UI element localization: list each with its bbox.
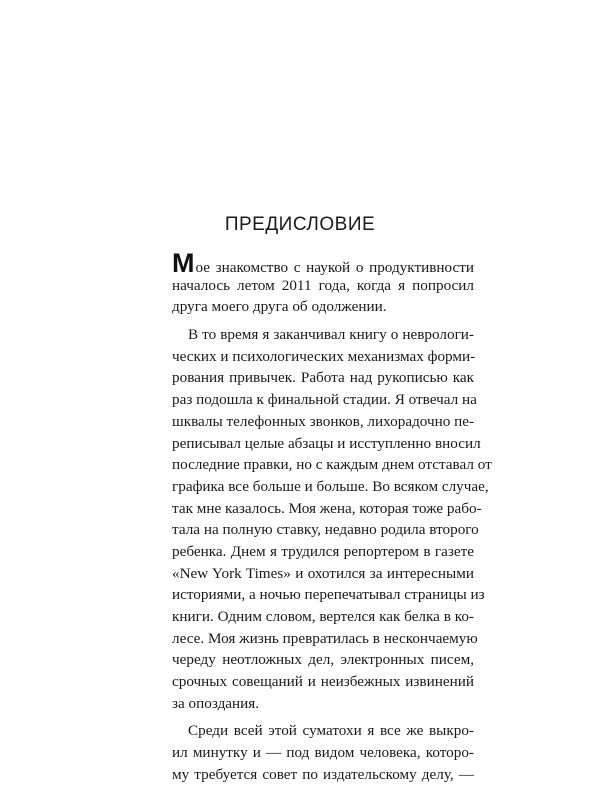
- paragraph-line: так мне казалось. Моя жена, которая тоже рабо-: [172, 499, 482, 517]
- paragraph-1: [172, 248, 474, 318]
- paragraph-line: Среди всей этой суматохи я все же выкро-: [188, 722, 474, 740]
- paragraph-line: срочных совещаний и неизбежных извинений: [172, 673, 474, 691]
- paragraph-line: В то время я заканчивал книгу о неврологи-: [188, 326, 474, 344]
- paragraph-line: последние правки, но с каждым днем отставал от: [172, 456, 492, 474]
- paragraph-line: ил минутку и — под видом человека, которо-: [172, 744, 474, 762]
- paragraph-line: «New York Times» и охотился за интересными: [172, 564, 474, 582]
- paragraph-line: шквалы телефонных звонков, лихорадочно пе-: [172, 412, 475, 430]
- paragraph-line: за опоздания.: [172, 694, 260, 712]
- paragraph-line: лесе. Моя жизнь превратилась в нескончаемую: [172, 629, 478, 647]
- paragraph-3: [172, 720, 474, 785]
- paragraph-line: Мое знакомство с наукой о продуктивности: [172, 248, 474, 278]
- paragraph-line: рования привычек. Работа над рукописью как: [172, 369, 474, 387]
- paragraph-line: ческих и психологических механизмах форми-: [172, 347, 476, 365]
- paragraph-line: череду неотложных дел, электронных писем,: [172, 651, 474, 669]
- paragraph-line: ребенка. Днем я трудился репортером в газете: [172, 542, 474, 560]
- paragraph-line: началось летом 2011 года, когда я попросил: [172, 276, 474, 294]
- paragraph-2: [172, 324, 492, 714]
- paragraph-line: му требуется совет по издательскому делу, —: [172, 765, 474, 783]
- chapter-title: ПРЕДИСЛОВИЕ: [224, 214, 376, 235]
- paragraph-line: друга моего друга об одолжении.: [172, 298, 387, 316]
- paragraph-line: тала на полную ставку, недавно родила второго: [172, 521, 479, 539]
- paragraph-line: реписывал целые абзацы и исступленно вносил: [172, 434, 481, 452]
- paragraph-line: графика все больше и больше. Во всяком случае,: [172, 477, 489, 495]
- paragraph-line: книги. Одним словом, вертелся как белка в ко-: [172, 608, 474, 625]
- paragraph-line: раз подошла к финальной стадии. Я отвечал на: [172, 391, 477, 409]
- drop-cap: М: [172, 248, 195, 278]
- paragraph-line: историями, а ночью перепечатывал страницы из: [172, 586, 485, 604]
- body-text: [172, 248, 492, 786]
